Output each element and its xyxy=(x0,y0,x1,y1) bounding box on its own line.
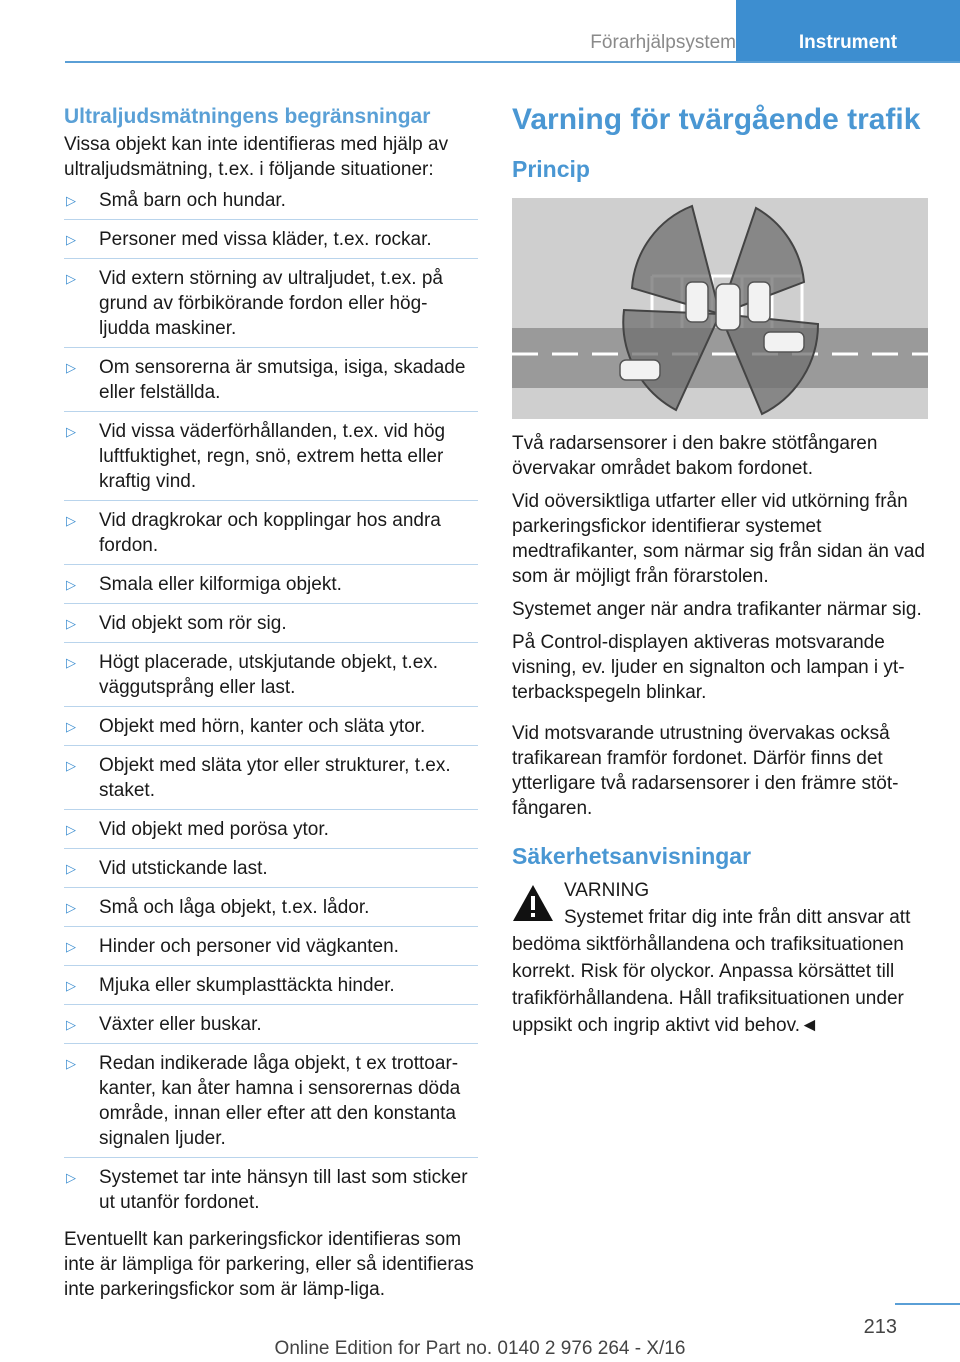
triangle-bullet-icon: ▷ xyxy=(66,1056,76,1071)
limitations-intro: Vissa objekt kan inte identifieras med hjälp av ultraljudsmätning, t.ex. i följande situationer: xyxy=(64,134,449,180)
warning-label: VARNING xyxy=(564,880,650,901)
principle-paragraph: På Control-displayen aktiveras motsvarande visning, ev. ljuder en signalton och lampan i yt-terbackspegeln blinkar. xyxy=(512,632,905,703)
warning-triangle-icon xyxy=(512,883,554,923)
limitations-outro: Eventuellt kan parkeringsfickor identifieras som inte är lämpliga för parkering, eller så identifieras inte parkeringsfickor som är lämp-liga. xyxy=(64,1229,474,1300)
right-column xyxy=(512,100,932,1039)
triangle-bullet-icon: ▷ xyxy=(66,719,76,734)
list-item: ▷ Personer med vissa kläder, t.ex. rockar. xyxy=(64,221,478,259)
list-item: ▷ Systemet tar inte hänsyn till last som sticker ut utanför fordonet. xyxy=(66,1167,468,1213)
triangle-bullet-icon: ▷ xyxy=(66,424,76,439)
list-item: ▷ Små och låga objekt, t.ex. lådor. xyxy=(64,889,478,927)
triangle-bullet-icon: ▷ xyxy=(66,978,76,993)
list-item: ▷ Hinder och personer vid vägkanten. xyxy=(64,928,478,966)
triangle-bullet-icon: ▷ xyxy=(66,232,76,247)
triangle-bullet-icon: ▷ xyxy=(66,655,76,670)
list-item: ▷ Redan indikerade låga objekt, t ex trottoar-kanter, kan åter hamna i sensorernas döda område, innan eller efter att den konstanta signalen ljuder. xyxy=(64,1045,478,1158)
triangle-bullet-icon: ▷ xyxy=(66,1170,76,1185)
principle-paragraph: Systemet anger när andra trafikanter närmar sig. xyxy=(512,599,922,620)
triangle-bullet-icon: ▷ xyxy=(66,577,76,592)
triangle-bullet-icon: ▷ xyxy=(66,861,76,876)
cross-traffic-diagram xyxy=(512,198,928,419)
triangle-bullet-icon: ▷ xyxy=(66,616,76,631)
cross-traffic-illustration xyxy=(512,198,928,419)
list-item: ▷ Vid vissa väderförhållanden, t.ex. vid hög luftfuktighet, regn, snö, extrem hetta eller kraftig vind. xyxy=(64,413,478,501)
header-rule xyxy=(65,61,960,63)
warning-block xyxy=(512,877,932,1039)
triangle-bullet-icon: ▷ xyxy=(66,360,76,375)
triangle-bullet-icon: ▷ xyxy=(66,1017,76,1032)
header-section-title: Förarhjälpsystem xyxy=(590,32,736,53)
footer-rule xyxy=(895,1303,960,1305)
list-item: ▷ Vid utstickande last. xyxy=(64,850,478,888)
triangle-bullet-icon: ▷ xyxy=(66,900,76,915)
limitations-list xyxy=(64,188,478,1221)
list-item: ▷ Objekt med släta ytor eller strukturer, t.ex. staket. xyxy=(64,747,478,810)
triangle-bullet-icon: ▷ xyxy=(66,939,76,954)
list-item: ▷ Små barn och hundar. xyxy=(64,188,478,220)
limitations-heading: Ultraljudsmätningens begränsningar xyxy=(64,105,431,128)
triangle-bullet-icon: ▷ xyxy=(66,271,76,286)
section-title: Varning för tvärgående trafik xyxy=(512,103,921,136)
list-item: ▷ Smala eller kilformiga objekt. xyxy=(64,566,478,604)
list-item: ▷ Objekt med hörn, kanter och släta ytor. xyxy=(64,708,478,746)
warning-text xyxy=(512,904,932,1039)
principle-paragraph: Vid motsvarande utrustning övervakas också trafikarean framför fordonet. Därför finns det ytterligare två radarsensorer i den främre stöt-fångaren. xyxy=(512,723,899,819)
safety-heading: Säkerhetsanvisningar xyxy=(512,843,752,869)
triangle-bullet-icon: ▷ xyxy=(66,193,76,208)
page-number: 213 xyxy=(863,1316,897,1338)
list-item: ▷ Högt placerade, utskjutande objekt, t.ex. väggutsprång eller last. xyxy=(64,644,478,707)
triangle-bullet-icon: ▷ xyxy=(66,822,76,837)
list-item: ▷ Mjuka eller skumplasttäckta hinder. xyxy=(64,967,478,1005)
list-item: ▷ Vid dragkrokar och kopplingar hos andra fordon. xyxy=(64,502,478,565)
warning-rest: bedöma siktförhållandena och trafiksituationen korrekt. Risk för olyckor. Anpassa körsättet till trafikförhållandena. Håll trafiksituationen under uppsikt och ingrip aktivt vid behov.◄ xyxy=(512,934,904,1036)
header-chapter-tab: Instrument xyxy=(736,0,960,61)
principle-heading: Princip xyxy=(512,156,590,182)
page-header xyxy=(0,0,960,62)
edition-line: Online Edition for Part no. 0140 2 976 264 - X/16 xyxy=(274,1338,686,1359)
list-item: ▷ Växter eller buskar. xyxy=(64,1006,478,1044)
list-item: ▷ Om sensorerna är smutsiga, isiga, skadade eller felställda. xyxy=(64,349,478,412)
warning-first-line: Systemet fritar dig inte från ditt ansvar att xyxy=(564,907,911,928)
list-item: ▷ Vid objekt med porösa ytor. xyxy=(64,811,478,849)
list-item: ▷ Vid objekt som rör sig. xyxy=(64,605,478,643)
left-column xyxy=(64,102,478,1302)
triangle-bullet-icon: ▷ xyxy=(66,758,76,773)
list-item: ▷ Vid extern störning av ultraljudet, t.ex. på grund av förbikörande fordon eller hög-ljudda maskiner. xyxy=(64,260,478,348)
triangle-bullet-icon: ▷ xyxy=(66,513,76,528)
principle-paragraph: Två radarsensorer i den bakre stötfångaren övervakar området bakom fordonet. xyxy=(512,433,878,479)
principle-paragraph: Vid oöversiktliga utfarter eller vid utkörning från parkeringsfickor identifierar systemet medtrafikanter, som närmar sig från sidan än vad som är möjligt från förarstolen. xyxy=(512,491,925,587)
